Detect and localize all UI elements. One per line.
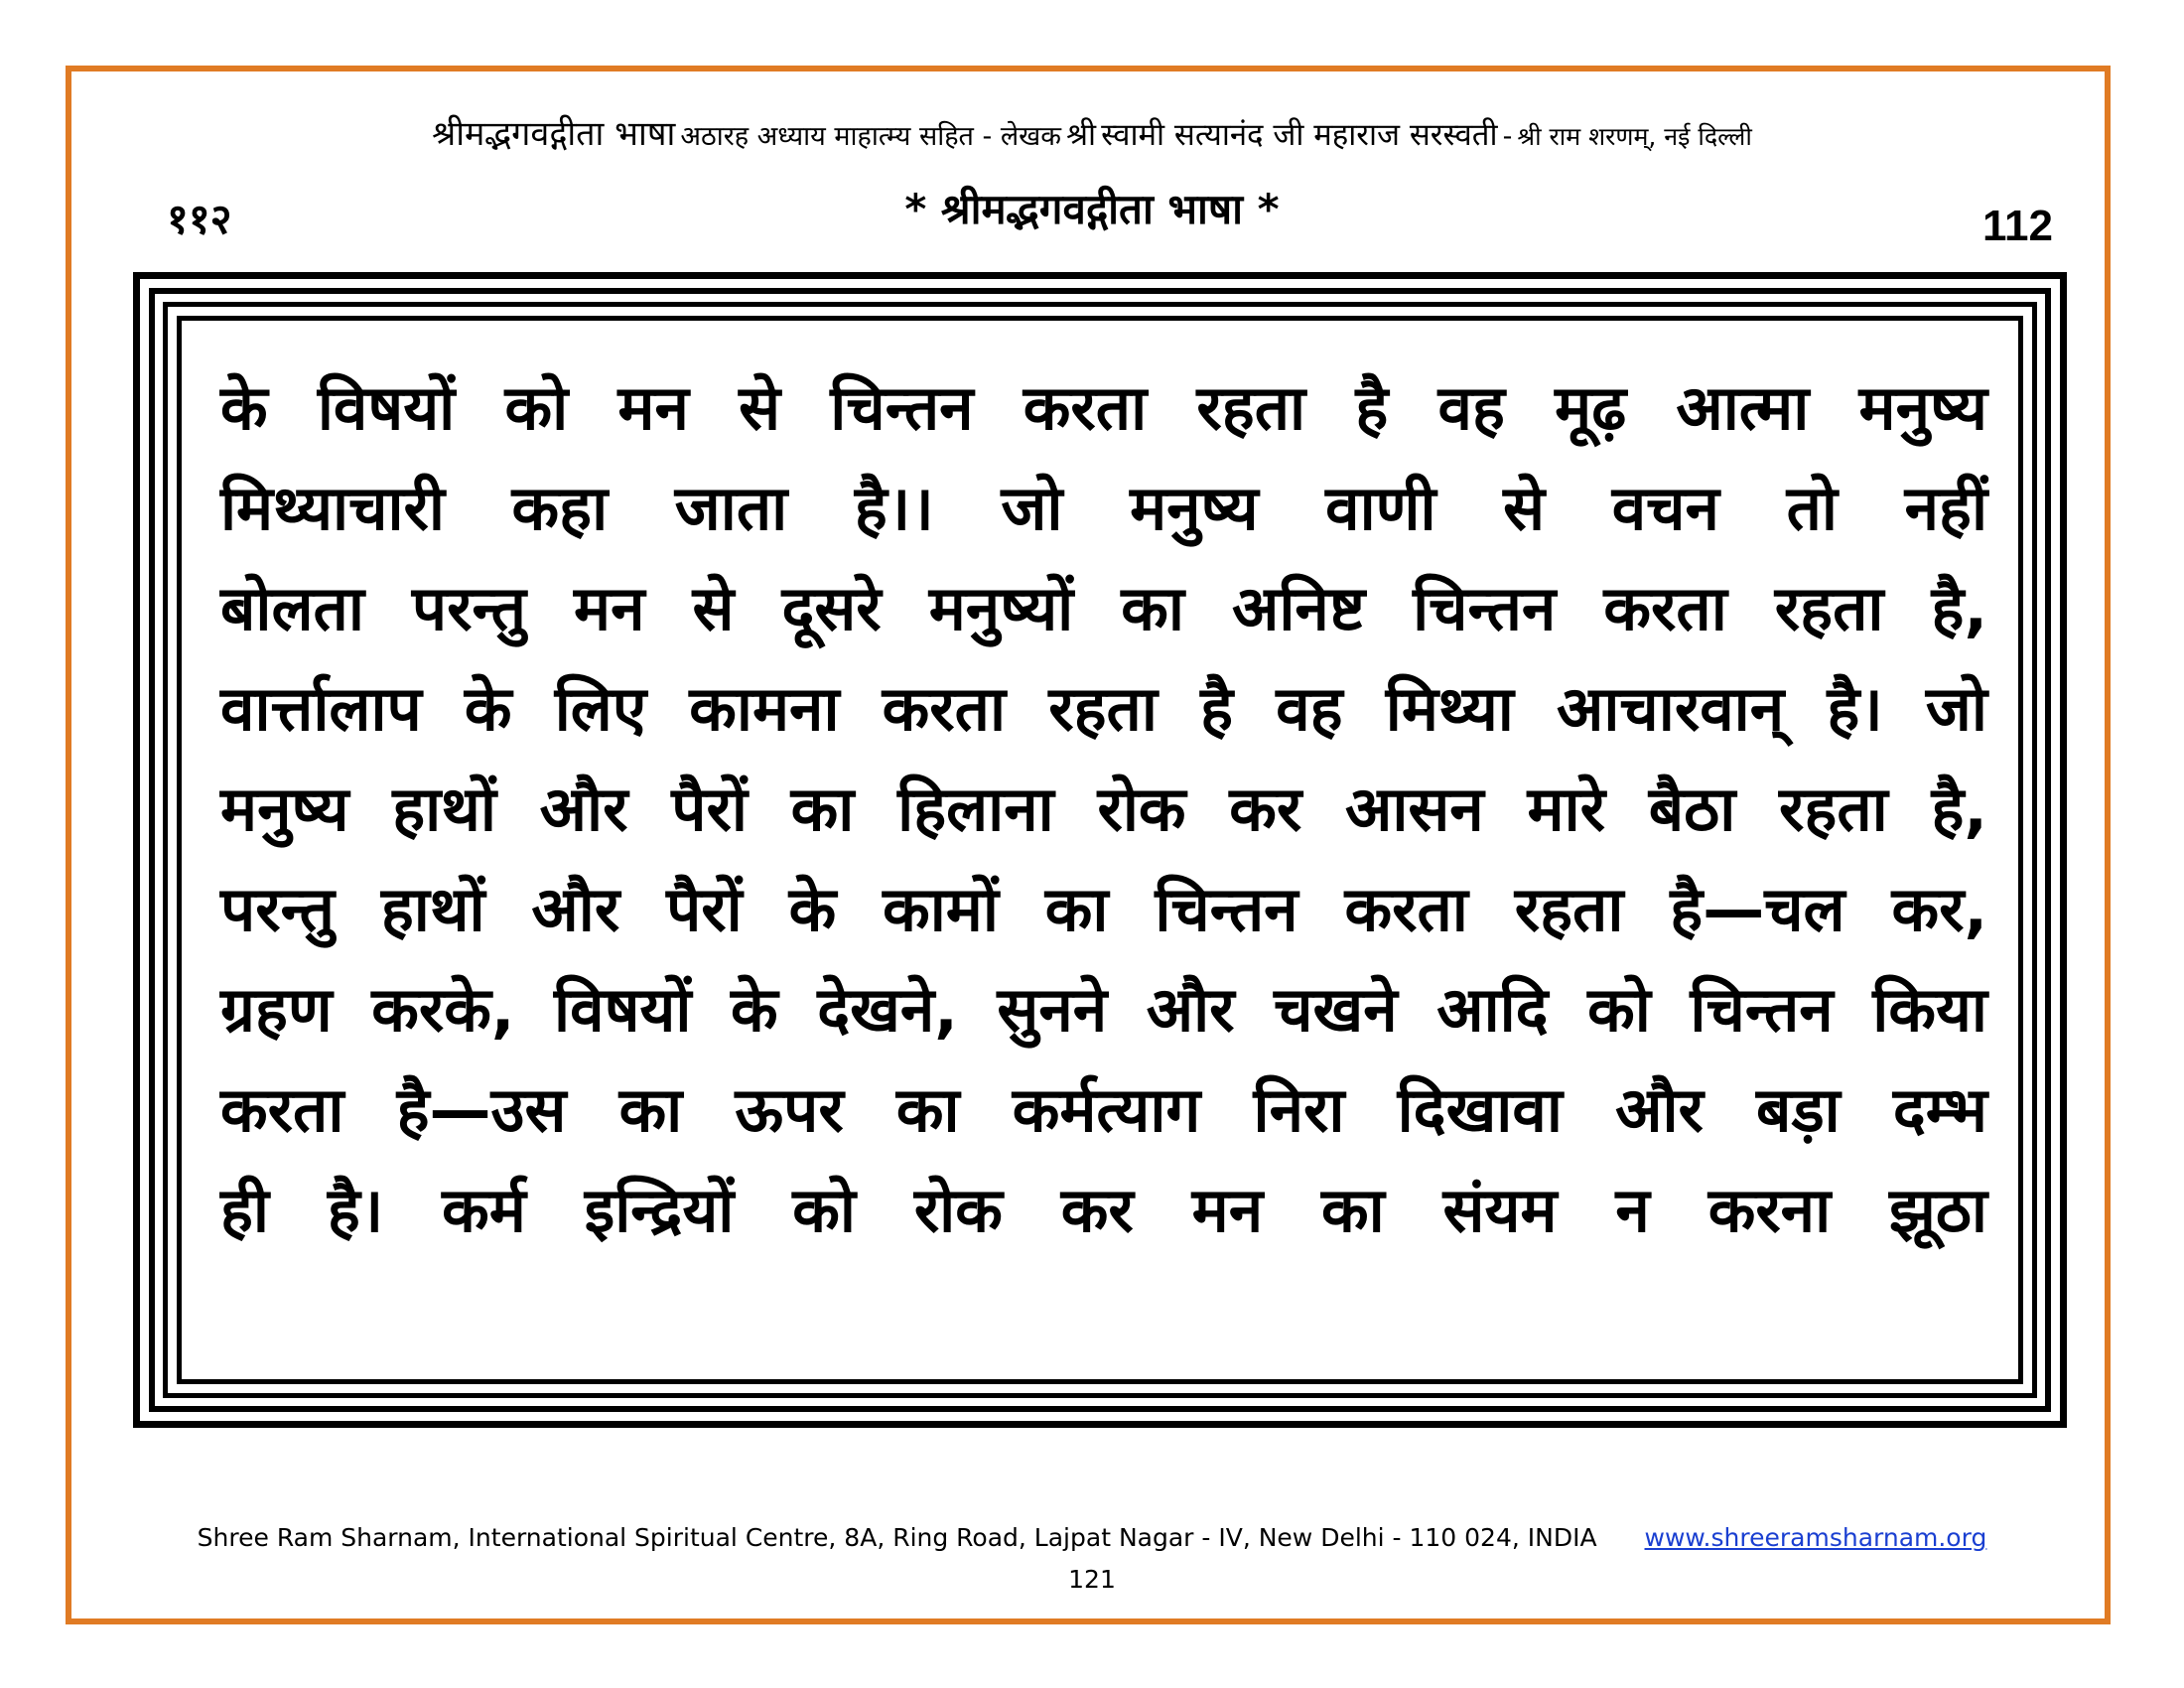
text-line: वार्त्तालाप के लिए कामना करता रहता है वह मिथ्या आचारवान् है। जो: [220, 672, 1987, 745]
author-prefix: श्री: [1066, 117, 1097, 153]
page-center-title: * श्रीमद्भगवद्गीता भाषा *: [904, 185, 1280, 233]
text-line: मिथ्याचारी कहा जाता है।। जो मनुष्य वाणी से वचन तो नहीं: [220, 472, 1987, 544]
header-subtitle: अठारह अध्याय माहात्म्य सहित - लेखक: [680, 121, 1061, 152]
author-name: स्वामी सत्यानंद जी महाराज सरस्वती: [1101, 117, 1498, 153]
text-line: ही है। कर्म इन्द्रियों को रोक कर मन का संयम न करना झूठा: [220, 1174, 1987, 1246]
page-number-devanagari: ११२: [167, 195, 232, 243]
footer-address: Shree Ram Sharnam, International Spiritual Centre, 8A, Ring Road, Lajpat Nagar - IV, New Delhi - 110 024, INDIA: [197, 1523, 1597, 1552]
text-line: मनुष्य हाथों और पैरों का हिलाना रोक कर आसन मारे बैठा रहता है,: [220, 773, 1987, 845]
text-line: परन्तु हाथों और पैरों के कामों का चिन्तन करता रहता है—चल कर,: [220, 873, 1987, 945]
running-header: [99, 114, 2085, 154]
publisher-name: श्री राम शरणम्, नई दिल्ली: [1517, 122, 1752, 151]
book-title: श्रीमद्भगवद्गीता भाषा: [432, 114, 676, 154]
footer-page-number: 121: [1068, 1565, 1116, 1594]
website-link[interactable]: www.shreeramsharnam.org: [1644, 1523, 1987, 1552]
verse-commentary-text: [220, 357, 1987, 1260]
text-line: के विषयों को मन से चिन्तन करता रहता है वह मूढ़ आत्मा मनुष्य: [220, 371, 1987, 444]
text-line: करता है—उस का ऊपर का कर्मत्याग निरा दिखावा और बड़ा दम्भ: [220, 1073, 1987, 1146]
footer: [99, 1525, 2085, 1550]
header-separator: -: [1502, 121, 1513, 152]
text-line: ग्रहण करके, विषयों के देखने, सुनने और चखने आदि को चिन्तन किया: [220, 973, 1987, 1046]
page-number-latin: 112: [1982, 202, 2053, 250]
text-line: बोलता परन्तु मन से दूसरे मनुष्यों का अनिष्ट चिन्तन करता रहता है,: [220, 572, 1987, 644]
